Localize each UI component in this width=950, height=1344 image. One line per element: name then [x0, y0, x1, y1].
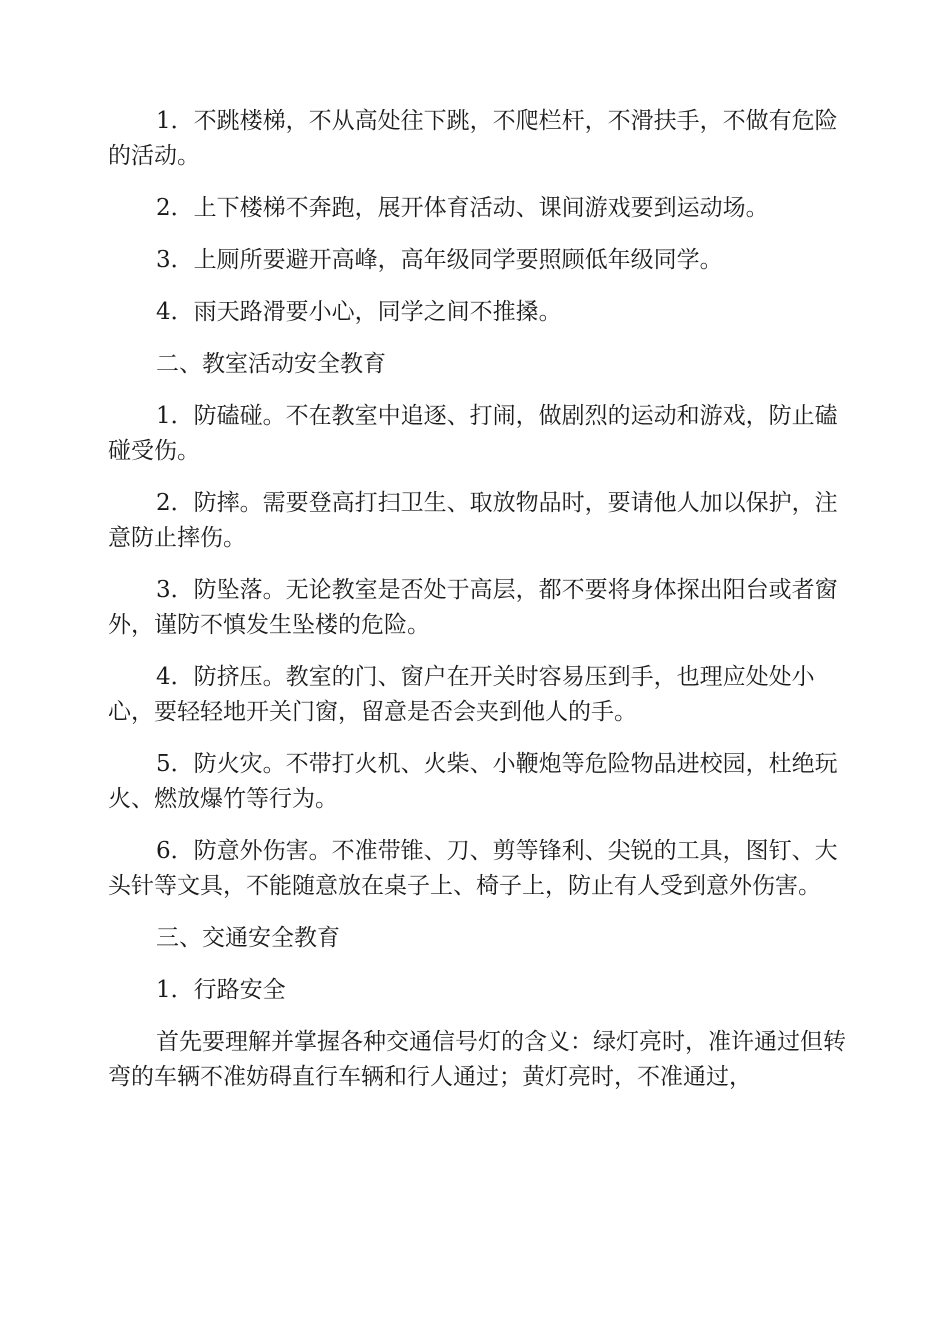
rule-paragraph-prevent-bumps: 1．防磕碰。不在教室中追逐、打闹，做剧烈的运动和游戏，防止磕碰受伤。 — [108, 403, 838, 464]
rule-paragraph-prevent-falls: 2．防摔。需要登高打扫卫生、取放物品时，要请他人加以保护，注意防止摔伤。 — [108, 490, 838, 551]
section-heading-classroom-safety: 二、教室活动安全教育 — [156, 351, 386, 377]
section-heading-traffic-safety: 三、交通安全教育 — [156, 925, 340, 951]
subheading-walking-safety: 1．行路安全 — [156, 977, 286, 1003]
rule-paragraph-prevent-fire: 5．防火灾。不带打火机、火柴、小鞭炮等危险物品进校园，杜绝玩火、燃放爆竹等行为。 — [108, 751, 838, 812]
rule-paragraph-restroom: 3．上厕所要避开高峰，高年级同学要照顾低年级同学。 — [156, 247, 723, 273]
rule-paragraph-prevent-pinching: 4．防挤压。教室的门、窗户在开关时容易压到手，也理应处处小心，要轻轻地开关门窗，留意是否会夹到他人的手。 — [108, 664, 815, 725]
rule-paragraph-prevent-injury: 6．防意外伤害。不准带锥、刀、剪等锋利、尖锐的工具，图钉、大头针等文具，不能随意放在桌子上、椅子上，防止有人受到意外伤害。 — [108, 838, 838, 899]
rule-paragraph-stairs-running: 2．上下楼梯不奔跑，展开体育活动、课间游戏要到运动场。 — [156, 195, 769, 221]
rule-paragraph-prevent-falling-from-height: 3．防坠落。无论教室是否处于高层，都不要将身体探出阳台或者窗外，谨防不慎发生坠楼的危险。 — [108, 577, 838, 638]
paragraph-traffic-lights: 首先要理解并掌握各种交通信号灯的含义：绿灯亮时，准许通过但转弯的车辆不准妨碍直行车辆和行人通过；黄灯亮时，不准通过， — [108, 1029, 846, 1090]
document-body — [108, 104, 860, 1095]
rule-paragraph-stairs-jumping: 1．不跳楼梯，不从高处往下跳，不爬栏杆，不滑扶手，不做有危险的活动。 — [108, 108, 838, 169]
rule-paragraph-rainy-day: 4．雨天路滑要小心，同学之间不推搡。 — [156, 299, 562, 325]
